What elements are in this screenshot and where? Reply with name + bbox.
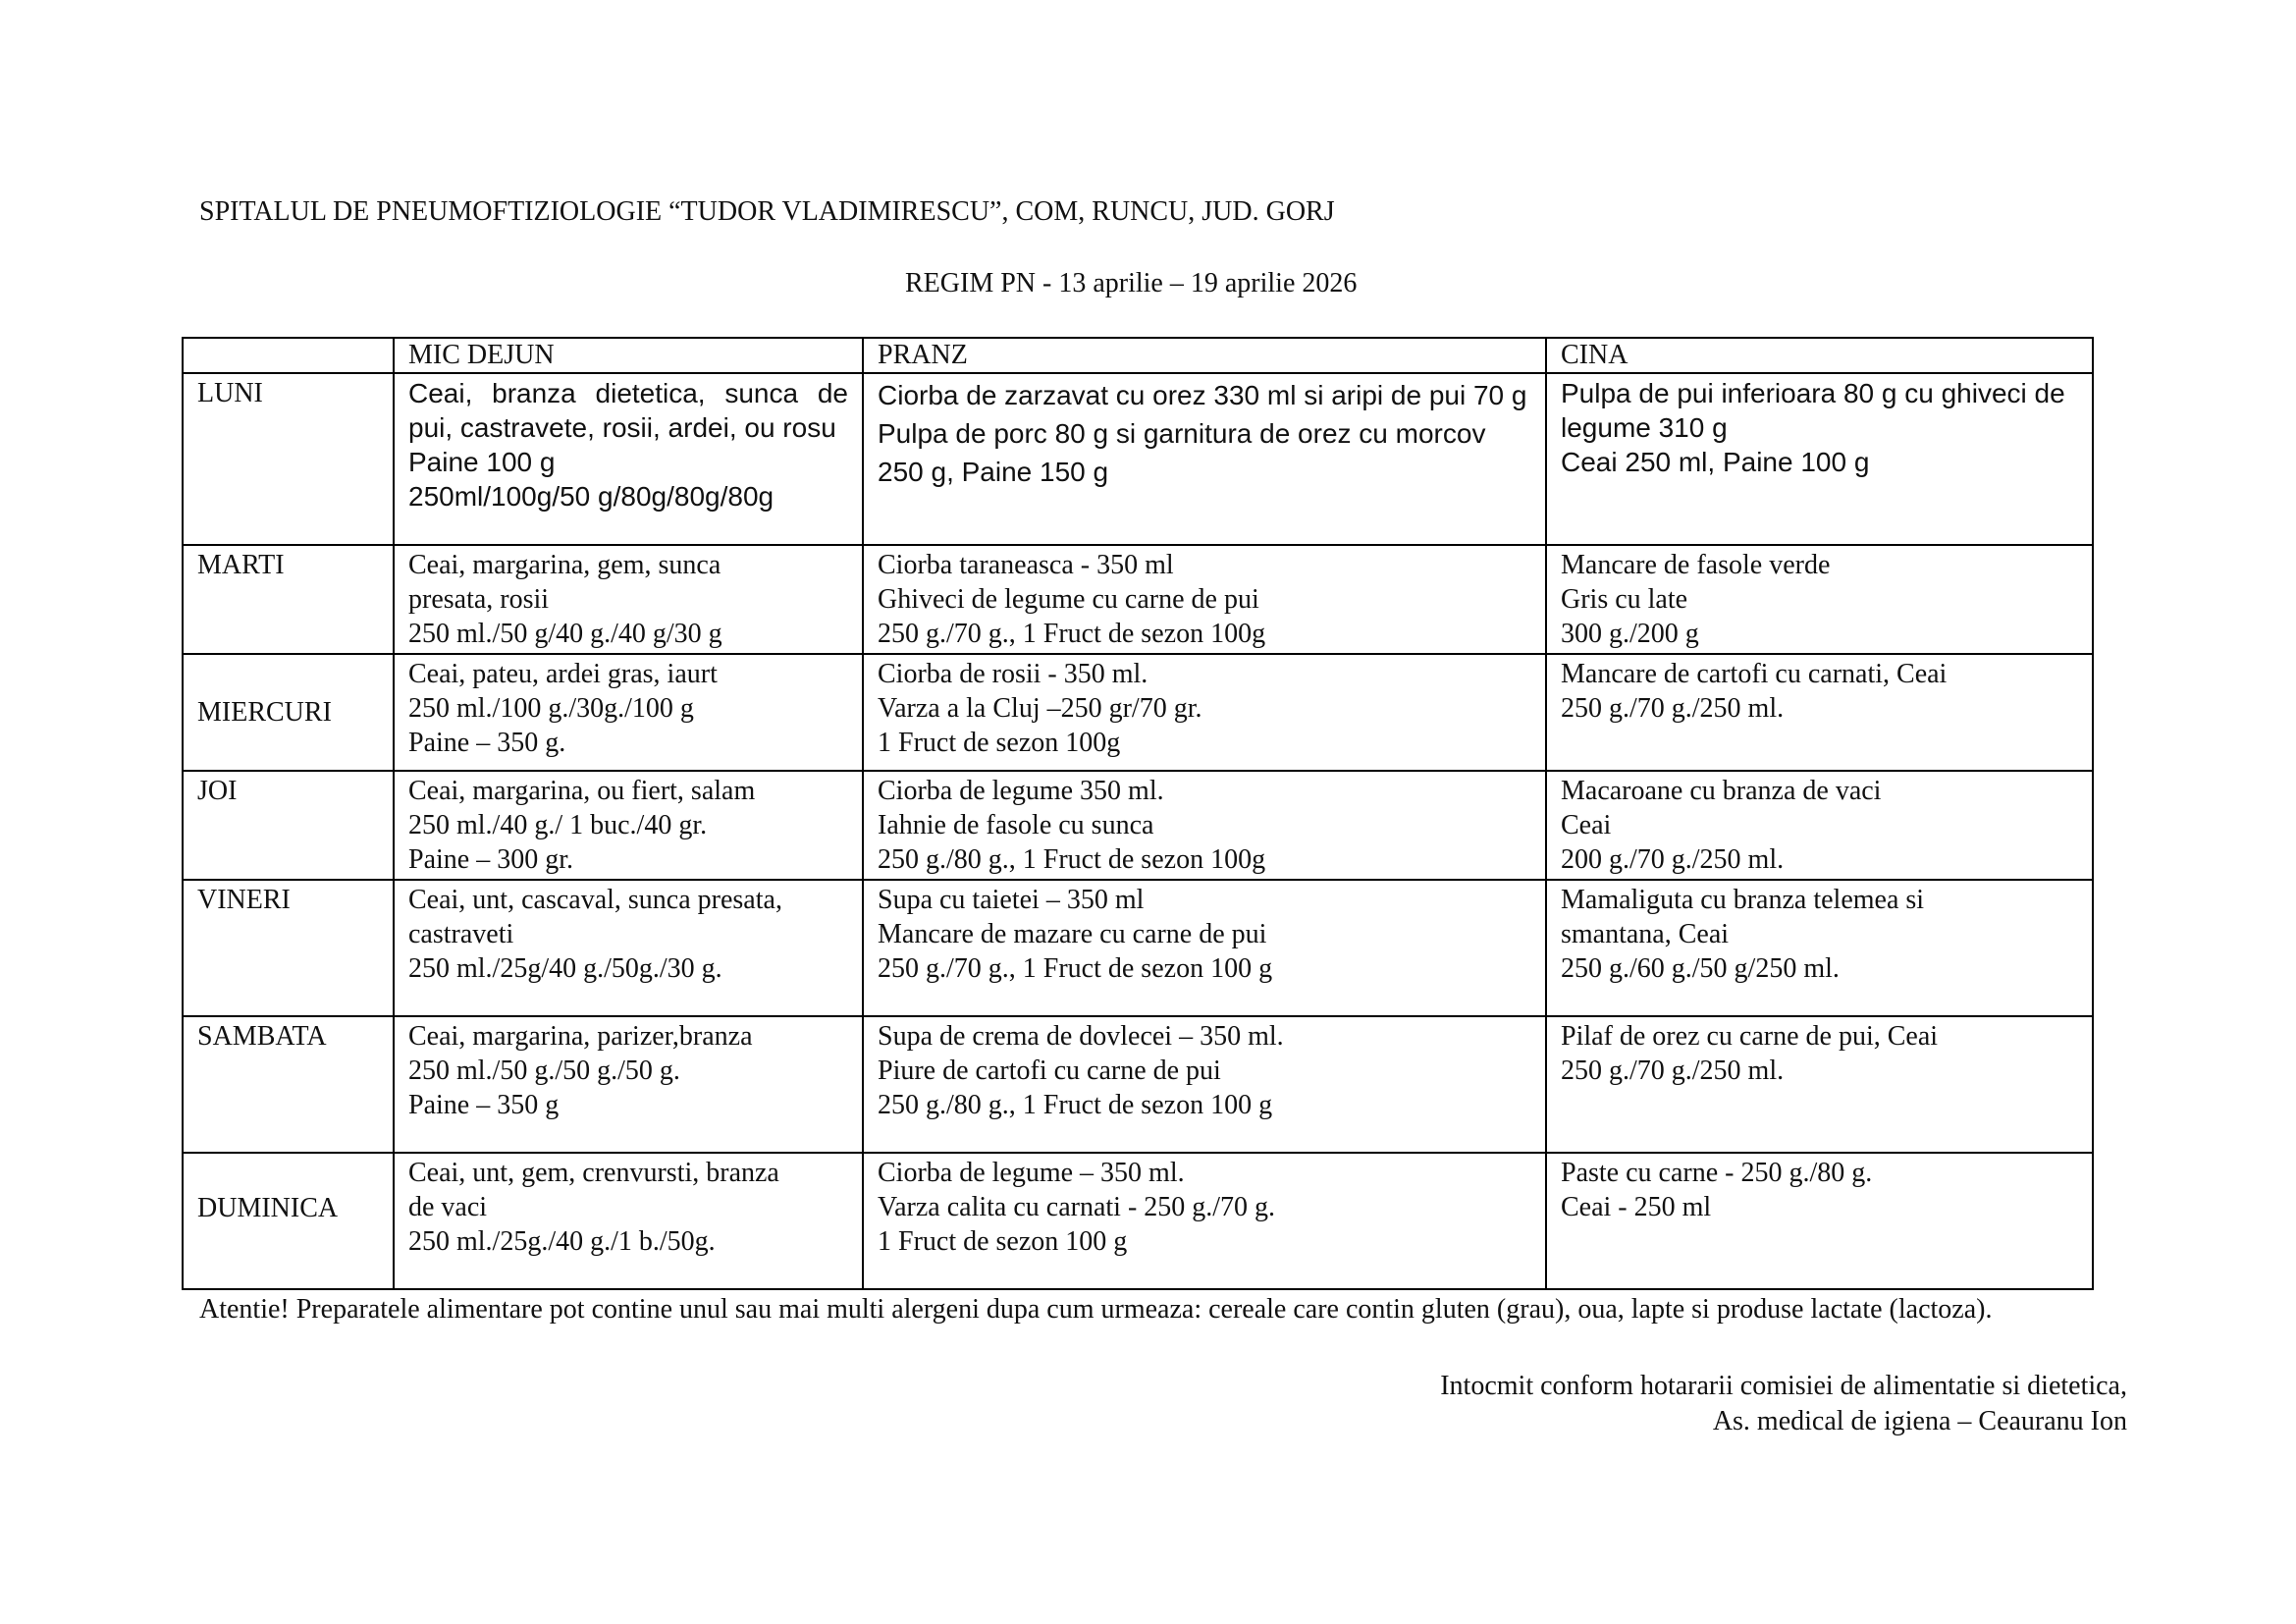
cell-line: Ciorba de zarzavat cu orez 330 ml si aripi de pui 70 g <box>878 380 1527 410</box>
cina-cell <box>1546 373 2093 545</box>
mic-dejun-cell <box>394 880 863 1016</box>
pranz-cell <box>863 545 1546 654</box>
day-cell: JOI <box>183 771 394 880</box>
cell-line: 250 ml./25g./40 g./1 b./50g. <box>408 1226 716 1257</box>
cell-line: 250 g./80 g., 1 Fruct de sezon 100 g <box>878 1090 1273 1120</box>
cell-line: pui, castravete, rosii, ardei, ou rosu <box>408 412 836 443</box>
cell-line: 250 g, Paine 150 g <box>878 457 1109 487</box>
mic-dejun-cell <box>394 1016 863 1153</box>
cell-line: Ceai - 250 ml <box>1561 1192 1712 1222</box>
cell-line: Mancare de fasole verde <box>1561 550 1831 580</box>
day-cell: DUMINICA <box>183 1153 394 1289</box>
header-mic-dejun: MIC DEJUN <box>394 338 863 373</box>
cell-line: Ceai <box>1561 810 1612 840</box>
cell-line: Varza a la Cluj –250 gr/70 gr. <box>878 693 1202 724</box>
cell-line: Pulpa de porc 80 g si garnitura de orez cu morcov <box>878 418 1486 449</box>
pranz-cell <box>863 373 1546 545</box>
cell-line: 250 ml./25g/40 g./50g./30 g. <box>408 953 722 984</box>
cell-line: Pulpa de pui inferioara 80 g cu ghiveci de <box>1561 378 2065 408</box>
cell-line: Paine – 350 g. <box>408 728 566 758</box>
cell-line: Ceai 250 ml, Paine 100 g <box>1561 447 1870 477</box>
day-cell: SAMBATA <box>183 1016 394 1153</box>
table-row <box>183 654 2093 771</box>
cell-line: Mancare de cartofi cu carnati, Ceai <box>1561 659 1948 689</box>
cell-line: Paine – 300 gr. <box>408 844 573 875</box>
cell-line: de vaci <box>408 1192 488 1222</box>
header-row <box>183 338 2093 373</box>
cell-line: Supa cu taietei – 350 ml <box>878 885 1145 915</box>
cell-line: smantana, Ceai <box>1561 919 1730 949</box>
cell-line: Ceai, pateu, ardei gras, iaurt <box>408 659 718 689</box>
cina-cell <box>1546 654 2093 771</box>
cell-line: 250 ml./50 g/40 g./40 g/30 g <box>408 619 722 649</box>
cell-line: 300 g./200 g <box>1561 619 1699 649</box>
cina-cell <box>1546 1016 2093 1153</box>
cell-line: 250 g./70 g./250 ml. <box>1561 693 1785 724</box>
cell-line: Ceai, margarina, ou fiert, salam <box>408 776 756 806</box>
cell-line: castraveti <box>408 919 514 949</box>
cell-line: 1 Fruct de sezon 100g <box>878 728 1121 758</box>
cell-line: Ceai, margarina, gem, sunca <box>408 550 721 580</box>
cell-line: 250 g./70 g., 1 Fruct de sezon 100 g <box>878 953 1273 984</box>
mic-dejun-cell <box>394 771 863 880</box>
table-row <box>183 373 2093 545</box>
cell-line: Ciorba taraneasca - 350 ml <box>878 550 1174 580</box>
cell-line: 250 ml./50 g./50 g./50 g. <box>408 1056 680 1086</box>
pranz-cell <box>863 771 1546 880</box>
cell-line: Iahnie de fasole cu sunca <box>878 810 1154 840</box>
cell-line: 250 g./80 g., 1 Fruct de sezon 100g <box>878 844 1266 875</box>
regime-title: REGIM PN - 13 aprilie – 19 aprilie 2026 <box>905 268 1358 298</box>
cell-line: Ciorba de rosii - 350 ml. <box>878 659 1148 689</box>
cell-line: Ceai, branza dietetica, sunca de <box>408 378 848 408</box>
cell-line: Varza calita cu carnati - 250 g./70 g. <box>878 1192 1276 1222</box>
cell-line: Ciorba de legume 350 ml. <box>878 776 1164 806</box>
table-row <box>183 771 2093 880</box>
weekly-menu-table <box>182 337 2094 1290</box>
cell-line: 1 Fruct de sezon 100 g <box>878 1226 1128 1257</box>
cell-line: 200 g./70 g./250 ml. <box>1561 844 1785 875</box>
cell-line: 250 g./70 g./250 ml. <box>1561 1056 1785 1086</box>
pranz-cell <box>863 1016 1546 1153</box>
cell-line: Macaroane cu branza de vaci <box>1561 776 1882 806</box>
header-cina: CINA <box>1546 338 2093 373</box>
cell-line: Ciorba de legume – 350 ml. <box>878 1158 1185 1188</box>
cell-line: 250ml/100g/50 g/80g/80g/80g <box>408 481 774 512</box>
cell-line: Piure de cartofi cu carne de pui <box>878 1056 1221 1086</box>
day-cell: VINERI <box>183 880 394 1016</box>
day-cell: LUNI <box>183 373 394 545</box>
cell-line: Ceai, margarina, parizer,branza <box>408 1021 753 1052</box>
pranz-cell <box>863 654 1546 771</box>
cell-line: Supa de crema de dovlecei – 350 ml. <box>878 1021 1284 1052</box>
mic-dejun-cell <box>394 373 863 545</box>
header-pranz: PRANZ <box>863 338 1546 373</box>
hospital-title: SPITALUL DE PNEUMOFTIZIOLOGIE “TUDOR VLADIMIRESCU”, COM, RUNCU, JUD. GORJ <box>199 196 1335 227</box>
cell-line: Mancare de mazare cu carne de pui <box>878 919 1267 949</box>
day-cell: MARTI <box>183 545 394 654</box>
table-row <box>183 545 2093 654</box>
cina-cell <box>1546 1153 2093 1289</box>
table-row <box>183 1016 2093 1153</box>
mic-dejun-cell <box>394 1153 863 1289</box>
mic-dejun-cell <box>394 654 863 771</box>
cell-line: 250 ml./100 g./30g./100 g <box>408 693 694 724</box>
cell-line: 250 g./70 g., 1 Fruct de sezon 100g <box>878 619 1266 649</box>
cell-line: Paste cu carne - 250 g./80 g. <box>1561 1158 1873 1188</box>
cell-line: Ghiveci de legume cu carne de pui <box>878 584 1259 615</box>
mic-dejun-cell <box>394 545 863 654</box>
cina-cell <box>1546 880 2093 1016</box>
cell-line: Paine 100 g <box>408 447 556 477</box>
cell-line: Ceai, unt, cascaval, sunca presata, <box>408 885 782 915</box>
pranz-cell <box>863 880 1546 1016</box>
pranz-cell <box>863 1153 1546 1289</box>
cell-line: 250 ml./40 g./ 1 buc./40 gr. <box>408 810 708 840</box>
table-row <box>183 1153 2093 1289</box>
cina-cell <box>1546 771 2093 880</box>
signature-line-1: Intocmit conform hotararii comisiei de alimentatie si dietetica, <box>1440 1371 2127 1401</box>
day-cell: MIERCURI <box>183 654 394 771</box>
cell-line: 250 g./60 g./50 g/250 ml. <box>1561 953 1840 984</box>
cell-line: Mamaliguta cu branza telemea si <box>1561 885 1925 915</box>
allergen-note: Atentie! Preparatele alimentare pot contine unul sau mai multi alergeni dupa cum urmeaza: cereale care contin gluten (grau), oua, lapte si produse lactate (lactoza). <box>199 1294 1993 1325</box>
cina-cell <box>1546 545 2093 654</box>
cell-line: Pilaf de orez cu carne de pui, Ceai <box>1561 1021 1939 1052</box>
cell-line: Gris cu late <box>1561 584 1688 615</box>
signature-line-2: As. medical de igiena – Ceauranu Ion <box>1712 1406 2127 1436</box>
cell-line: Paine – 350 g <box>408 1090 560 1120</box>
cell-line: Ceai, unt, gem, crenvursti, branza <box>408 1158 779 1188</box>
table-row <box>183 880 2093 1016</box>
cell-line: legume 310 g <box>1561 412 1728 443</box>
header-day <box>183 338 394 373</box>
cell-line: presata, rosii <box>408 584 550 615</box>
